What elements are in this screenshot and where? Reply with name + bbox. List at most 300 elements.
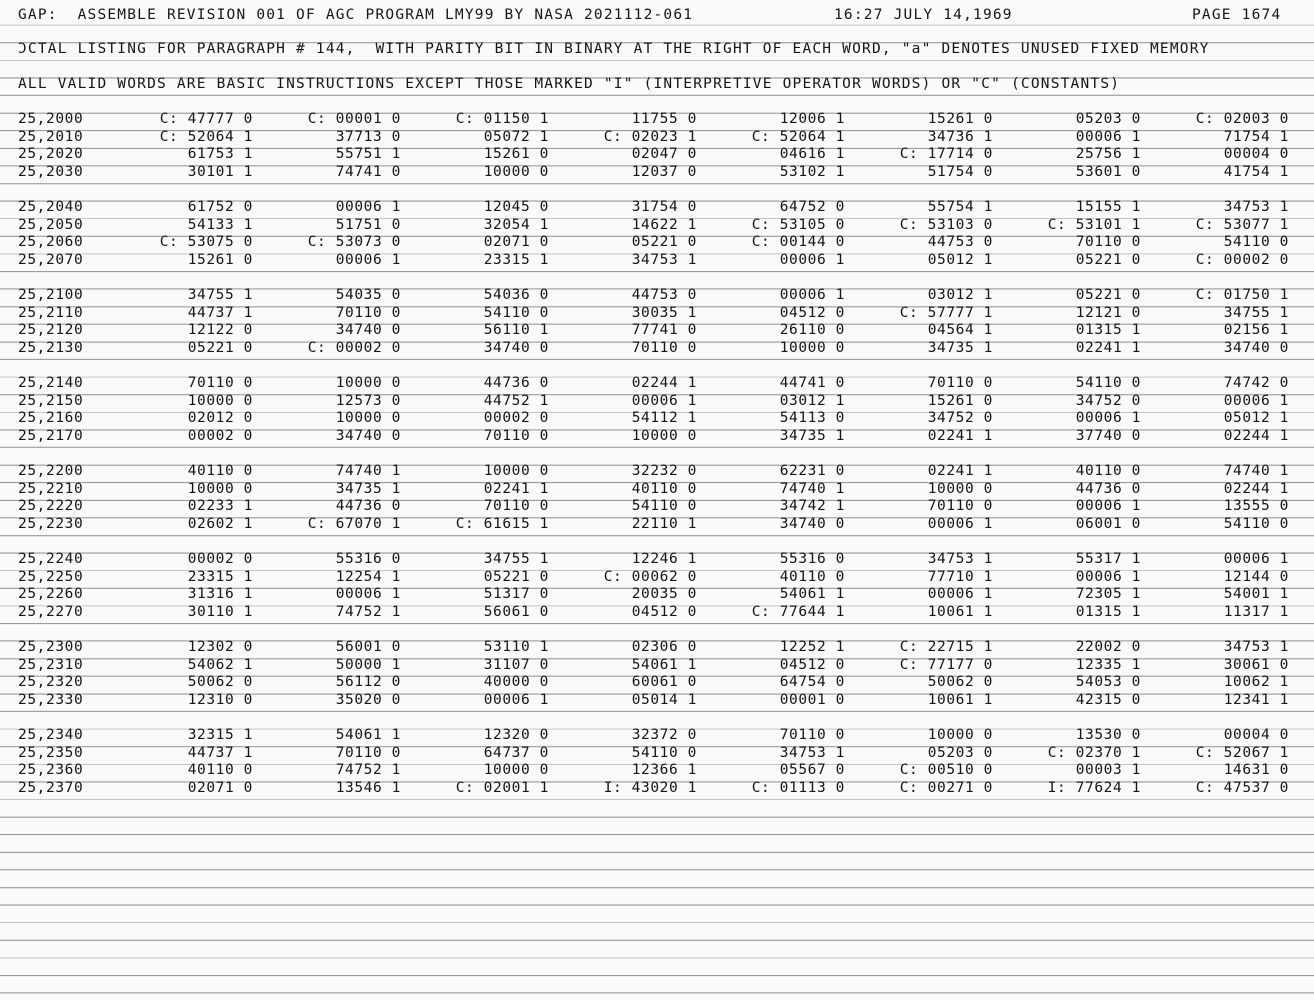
octal-word: 77741 0 [631, 322, 697, 339]
row-address: 25,2220 [18, 498, 84, 515]
listing-row [0, 252, 1314, 269]
octal-word: 74752 1 [335, 762, 401, 779]
octal-word: 34753 1 [631, 251, 697, 268]
octal-word: 70110 0 [927, 498, 993, 515]
octal-word: 00004 0 [1223, 146, 1289, 163]
header-line-1: GAP: ASSEMBLE REVISION 001 OF AGC PROGRAM LMY99 BY NASA 2021112-061 [18, 7, 694, 23]
octal-word: 25756 1 [1075, 146, 1141, 163]
row-address: 25,2230 [18, 515, 84, 532]
octal-word: 74740 1 [779, 480, 845, 497]
row-address: 25,2070 [18, 251, 84, 268]
row-address: 25,2150 [18, 392, 84, 409]
row-address: 25,2240 [18, 551, 84, 567]
octal-word: 50062 0 [927, 674, 993, 691]
octal-word: 02602 1 [187, 515, 253, 532]
octal-word: 32315 1 [187, 727, 253, 743]
octal-word: 70110 0 [1075, 234, 1141, 251]
octal-word: 35020 0 [335, 691, 401, 708]
octal-word: 10061 1 [927, 691, 993, 708]
octal-word: 31316 1 [187, 586, 253, 603]
row-address: 25,2260 [18, 586, 84, 603]
octal-word: 54110 0 [1223, 515, 1289, 532]
listing-row [0, 129, 1314, 146]
octal-word: 02306 0 [631, 639, 697, 655]
octal-word: 02241 1 [927, 463, 993, 479]
octal-word: 12252 1 [779, 639, 845, 655]
octal-word: 15261 0 [927, 111, 993, 127]
octal-word: 00002 0 [187, 427, 253, 444]
octal-word: 56112 0 [335, 674, 401, 691]
octal-word: 51754 0 [927, 163, 993, 180]
octal-word: 13530 0 [1075, 727, 1141, 743]
octal-word: C: 52064 1 [751, 128, 845, 145]
octal-word: 12366 1 [631, 762, 697, 779]
octal-word: C: 01150 1 [455, 111, 549, 127]
row-address: 25,2330 [18, 691, 84, 708]
octal-word: C: 47777 0 [159, 111, 253, 127]
octal-word: 05072 1 [483, 128, 549, 145]
octal-word: 10000 0 [631, 427, 697, 444]
octal-word: 40110 0 [779, 568, 845, 585]
octal-word: 01315 1 [1075, 603, 1141, 620]
octal-word: 00006 1 [335, 586, 401, 603]
octal-word: 34752 0 [1075, 392, 1141, 409]
octal-word: C: 02370 1 [1047, 744, 1141, 761]
octal-word: 03012 1 [927, 287, 993, 303]
octal-word: 74740 1 [1223, 463, 1289, 479]
listing-row [0, 217, 1314, 234]
octal-word: C: 00001 0 [307, 111, 401, 127]
row-address: 25,2360 [18, 762, 84, 779]
octal-word: 00001 0 [779, 691, 845, 708]
row-address: 25,2300 [18, 639, 84, 655]
row-address: 25,2160 [18, 410, 84, 427]
octal-word: 56061 0 [483, 603, 549, 620]
octal-word: 00006 1 [335, 251, 401, 268]
octal-word: 34740 0 [779, 515, 845, 532]
octal-word: 42315 0 [1075, 691, 1141, 708]
octal-word: 00004 0 [1223, 727, 1289, 743]
row-address: 25,2140 [18, 375, 84, 391]
row-address: 25,2170 [18, 427, 84, 444]
octal-word: 53102 1 [779, 163, 845, 180]
octal-word: 54110 0 [631, 498, 697, 515]
octal-word: 40110 0 [631, 480, 697, 497]
octal-word: 11317 1 [1223, 603, 1289, 620]
octal-word: 14631 0 [1223, 762, 1289, 779]
row-address: 25,2370 [18, 779, 84, 796]
octal-word: 54110 0 [1075, 375, 1141, 391]
octal-word: 06001 0 [1075, 515, 1141, 532]
octal-word: 44752 1 [483, 392, 549, 409]
listing-row [0, 657, 1314, 674]
octal-word: 12045 0 [483, 199, 549, 215]
octal-word: 55316 0 [779, 551, 845, 567]
row-address: 25,2270 [18, 603, 84, 620]
octal-word: 74741 0 [335, 163, 401, 180]
octal-word: I: 43020 1 [603, 779, 697, 796]
octal-word: 22110 1 [631, 515, 697, 532]
octal-word: 54035 0 [335, 287, 401, 303]
octal-word: 02156 1 [1223, 322, 1289, 339]
octal-word: 61753 1 [187, 146, 253, 163]
octal-word: 23315 1 [187, 568, 253, 585]
listing-row [0, 604, 1314, 621]
octal-word: 55317 1 [1075, 551, 1141, 567]
octal-word: 53601 0 [1075, 163, 1141, 180]
octal-word: 44737 1 [187, 744, 253, 761]
octal-word: 20035 0 [631, 586, 697, 603]
listing-row [0, 516, 1314, 533]
octal-word: 40000 0 [483, 674, 549, 691]
listing-row [0, 498, 1314, 515]
octal-word: 05221 0 [1075, 287, 1141, 303]
octal-word: 54001 1 [1223, 586, 1289, 603]
listing-row [0, 393, 1314, 410]
octal-word: 02233 1 [187, 498, 253, 515]
octal-word: 10000 0 [187, 480, 253, 497]
octal-word: C: 02023 1 [603, 128, 697, 145]
octal-word: 12341 1 [1223, 691, 1289, 708]
octal-word: 23315 1 [483, 251, 549, 268]
row-address: 25,2060 [18, 234, 84, 251]
octal-word: 40110 0 [1075, 463, 1141, 479]
octal-word: 22002 0 [1075, 639, 1141, 655]
octal-word: 40110 0 [187, 463, 253, 479]
listing-row [0, 428, 1314, 445]
octal-word: 12006 1 [779, 111, 845, 127]
octal-word: 00006 1 [779, 251, 845, 268]
octal-word: 34755 1 [1223, 304, 1289, 321]
octal-word: C: 00002 0 [307, 339, 401, 356]
octal-word: 54061 1 [335, 727, 401, 743]
header-line-2: ƆCTAL LISTING FOR PARAGRAPH # 144, WITH PARITY BIT IN BINARY AT THE RIGHT OF EACH WORD, "a" DENOTES UNUSED FIXED MEMORY [18, 41, 1210, 57]
listing-row [0, 762, 1314, 779]
octal-word: 05221 0 [483, 568, 549, 585]
octal-word: 15261 0 [187, 251, 253, 268]
octal-word: 00006 1 [483, 691, 549, 708]
octal-word: 40110 0 [187, 762, 253, 779]
octal-word: 50000 1 [335, 656, 401, 673]
row-address: 25,2020 [18, 146, 84, 163]
octal-word: 00006 1 [1075, 128, 1141, 145]
row-address: 25,2000 [18, 111, 84, 127]
row-address: 25,2210 [18, 480, 84, 497]
octal-word: 12573 0 [335, 392, 401, 409]
octal-word: 00002 0 [187, 551, 253, 567]
octal-word: 05012 1 [1223, 410, 1289, 427]
octal-word: 34740 0 [483, 339, 549, 356]
octal-word: C: 17714 0 [899, 146, 993, 163]
listing-row [0, 586, 1314, 603]
octal-word: 44737 1 [187, 304, 253, 321]
octal-word: 54062 1 [187, 656, 253, 673]
octal-word: C: 01750 1 [1195, 287, 1289, 303]
octal-word: 10000 0 [483, 163, 549, 180]
octal-word: 54061 1 [631, 656, 697, 673]
row-address: 25,2110 [18, 304, 84, 321]
octal-word: 70110 0 [335, 744, 401, 761]
octal-word: 34753 1 [1223, 639, 1289, 655]
octal-word: 05012 1 [927, 251, 993, 268]
octal-word: 12037 0 [631, 163, 697, 180]
octal-word: C: 67070 1 [307, 515, 401, 532]
octal-word: 02244 1 [1223, 480, 1289, 497]
octal-word: 04512 0 [779, 304, 845, 321]
octal-word: 12246 1 [631, 551, 697, 567]
octal-word: I: 77624 1 [1047, 779, 1141, 796]
listing-row [0, 674, 1314, 691]
octal-word: 54036 0 [483, 287, 549, 303]
octal-word: 31107 0 [483, 656, 549, 673]
octal-word: 54133 1 [187, 216, 253, 233]
row-address: 25,2340 [18, 727, 84, 743]
octal-word: 34740 0 [335, 427, 401, 444]
octal-word: 51317 0 [483, 586, 549, 603]
octal-word: 00006 1 [927, 515, 993, 532]
octal-word: 70110 0 [187, 375, 253, 391]
octal-word: 15155 1 [1075, 199, 1141, 215]
octal-word: 32372 0 [631, 727, 697, 743]
octal-word: 34742 1 [779, 498, 845, 515]
row-address: 25,2010 [18, 128, 84, 145]
octal-word: 00006 1 [631, 392, 697, 409]
octal-word: 04512 0 [779, 656, 845, 673]
octal-word: 64737 0 [483, 744, 549, 761]
octal-word: 55751 1 [335, 146, 401, 163]
octal-word: 10062 1 [1223, 674, 1289, 691]
row-address: 25,2350 [18, 744, 84, 761]
octal-word: 54110 0 [1223, 234, 1289, 251]
octal-word: C: 53103 0 [899, 216, 993, 233]
octal-word: 50062 0 [187, 674, 253, 691]
octal-word: C: 77177 0 [899, 656, 993, 673]
octal-word: 34740 0 [1223, 339, 1289, 356]
octal-word: 12122 0 [187, 322, 253, 339]
listing-row [0, 287, 1314, 304]
octal-word: 12320 0 [483, 727, 549, 743]
octal-word: 44753 0 [927, 234, 993, 251]
octal-word: C: 47537 0 [1195, 779, 1289, 796]
octal-word: 00006 1 [1075, 498, 1141, 515]
octal-word: C: 52067 1 [1195, 744, 1289, 761]
octal-word: 00002 0 [483, 410, 549, 427]
octal-word: 12310 0 [187, 691, 253, 708]
octal-word: 10000 0 [335, 375, 401, 391]
octal-word: 05567 0 [779, 762, 845, 779]
octal-word: 70110 0 [483, 427, 549, 444]
octal-word: 12335 1 [1075, 656, 1141, 673]
octal-word: 60061 0 [631, 674, 697, 691]
listing-row [0, 551, 1314, 568]
octal-word: 34735 1 [779, 427, 845, 444]
octal-word: 72305 1 [1075, 586, 1141, 603]
octal-word: C: 00144 0 [751, 234, 845, 251]
octal-word: C: 00510 0 [899, 762, 993, 779]
octal-word: 04616 1 [779, 146, 845, 163]
octal-word: 05221 0 [187, 339, 253, 356]
row-address: 25,2310 [18, 656, 84, 673]
octal-word: 01315 1 [1075, 322, 1141, 339]
row-address: 25,2320 [18, 674, 84, 691]
octal-word: C: 02001 1 [455, 779, 549, 796]
octal-word: 54113 0 [779, 410, 845, 427]
octal-word: 05221 0 [1075, 251, 1141, 268]
octal-word: 74740 1 [335, 463, 401, 479]
row-address: 25,2100 [18, 287, 84, 303]
octal-word: 74742 0 [1223, 375, 1289, 391]
octal-word: 10000 0 [335, 410, 401, 427]
octal-word: 31754 0 [631, 199, 697, 215]
listing-row [0, 410, 1314, 427]
octal-word: 15261 0 [483, 146, 549, 163]
octal-word: 00006 1 [335, 199, 401, 215]
octal-word: 30035 1 [631, 304, 697, 321]
octal-word: 34740 0 [335, 322, 401, 339]
octal-word: 55316 0 [335, 551, 401, 567]
octal-word: C: 00062 0 [603, 568, 697, 585]
octal-word: 56110 1 [483, 322, 549, 339]
octal-word: 14622 1 [631, 216, 697, 233]
header-line-3: ALL VALID WORDS ARE BASIC INSTRUCTIONS EXCEPT THOSE MARKED "I" (INTERPRETIVE OPERATOR WORDS) OR "C" (CONSTANTS) [18, 76, 1121, 92]
octal-word: 05014 1 [631, 691, 697, 708]
octal-word: 02071 0 [187, 779, 253, 796]
octal-word: 13546 1 [335, 779, 401, 796]
octal-word: 54110 0 [631, 744, 697, 761]
header-page-number: PAGE 1674 [1192, 7, 1282, 23]
listing-row [0, 569, 1314, 586]
octal-word: 53110 1 [483, 639, 549, 655]
listing-row [0, 780, 1314, 797]
octal-word: 15261 0 [927, 392, 993, 409]
octal-word: 64754 0 [779, 674, 845, 691]
octal-word: 54053 0 [1075, 674, 1141, 691]
octal-word: C: 52064 1 [159, 128, 253, 145]
octal-word: 00006 1 [1075, 410, 1141, 427]
octal-word: 10000 0 [483, 463, 549, 479]
octal-word: C: 53075 0 [159, 234, 253, 251]
row-address: 25,2030 [18, 163, 84, 180]
octal-word: 70110 0 [483, 498, 549, 515]
listing-row [0, 305, 1314, 322]
octal-word: 71754 1 [1223, 128, 1289, 145]
row-address: 25,2200 [18, 463, 84, 479]
octal-word: 34752 0 [927, 410, 993, 427]
listing-row [0, 639, 1314, 656]
octal-word: 12121 0 [1075, 304, 1141, 321]
listing-row [0, 692, 1314, 709]
octal-word: 13555 0 [1223, 498, 1289, 515]
octal-word: 12144 0 [1223, 568, 1289, 585]
octal-word: 77710 1 [927, 568, 993, 585]
octal-word: 10000 0 [187, 392, 253, 409]
octal-word: 54112 1 [631, 410, 697, 427]
header-timestamp: 16:27 JULY 14,1969 [834, 7, 1013, 23]
octal-word: C: 53073 0 [307, 234, 401, 251]
octal-word: 32054 1 [483, 216, 549, 233]
listing-row [0, 111, 1314, 128]
octal-word: 02244 1 [631, 375, 697, 391]
octal-word: 44736 0 [335, 498, 401, 515]
octal-word: C: 53105 0 [751, 216, 845, 233]
octal-word: C: 61615 1 [455, 515, 549, 532]
row-address: 25,2130 [18, 339, 84, 356]
octal-word: 04564 1 [927, 322, 993, 339]
octal-word: C: 77644 1 [751, 603, 845, 620]
octal-word: 02241 1 [483, 480, 549, 497]
octal-word: 34753 1 [1223, 199, 1289, 215]
octal-word: 32232 0 [631, 463, 697, 479]
octal-word: 00006 1 [1223, 392, 1289, 409]
octal-word: 10061 1 [927, 603, 993, 620]
octal-word: 05203 0 [1075, 111, 1141, 127]
octal-word: 05203 0 [927, 744, 993, 761]
octal-word: 00006 1 [927, 586, 993, 603]
octal-word: 54061 1 [779, 586, 845, 603]
row-address: 25,2120 [18, 322, 84, 339]
octal-word: 34755 1 [483, 551, 549, 567]
octal-word: 02244 1 [1223, 427, 1289, 444]
octal-word: C: 01113 0 [751, 779, 845, 796]
listing-row [0, 164, 1314, 181]
octal-word: 74752 1 [335, 603, 401, 620]
octal-word: 10000 0 [779, 339, 845, 356]
octal-word: 30110 1 [187, 603, 253, 620]
octal-word: 30061 0 [1223, 656, 1289, 673]
octal-word: 44741 0 [779, 375, 845, 391]
octal-word: C: 22715 1 [899, 639, 993, 655]
octal-word: 34735 1 [335, 480, 401, 497]
octal-word: 44753 0 [631, 287, 697, 303]
octal-word: 00006 1 [1223, 551, 1289, 567]
octal-word: 10000 0 [927, 480, 993, 497]
octal-word: 11755 0 [631, 111, 697, 127]
octal-word: 44736 0 [483, 375, 549, 391]
octal-word: 44736 0 [1075, 480, 1141, 497]
octal-word: 02012 0 [187, 410, 253, 427]
octal-word: 70110 0 [335, 304, 401, 321]
octal-word: 37740 0 [1075, 427, 1141, 444]
listing-row [0, 199, 1314, 216]
listing-row [0, 745, 1314, 762]
octal-word: 02241 1 [1075, 339, 1141, 356]
octal-word: 10000 0 [927, 727, 993, 743]
octal-word: 34753 1 [779, 744, 845, 761]
listing-row [0, 463, 1314, 480]
octal-word: 26110 0 [779, 322, 845, 339]
octal-word: 34736 1 [927, 128, 993, 145]
listing-row [0, 481, 1314, 498]
octal-word: 05221 0 [631, 234, 697, 251]
row-address: 25,2040 [18, 199, 84, 215]
octal-word: 00006 1 [1075, 568, 1141, 585]
octal-word: 37713 0 [335, 128, 401, 145]
octal-word: 04512 0 [631, 603, 697, 620]
octal-word: 70110 0 [927, 375, 993, 391]
octal-word: 55754 1 [927, 199, 993, 215]
listing-row [0, 146, 1314, 163]
octal-word: 02241 1 [927, 427, 993, 444]
row-address: 25,2250 [18, 568, 84, 585]
octal-word: 02071 0 [483, 234, 549, 251]
octal-word: 12302 0 [187, 639, 253, 655]
octal-word: 56001 0 [335, 639, 401, 655]
octal-word: 61752 0 [187, 199, 253, 215]
listing-row [0, 375, 1314, 392]
octal-word: 34755 1 [187, 287, 253, 303]
octal-word: 00006 1 [779, 287, 845, 303]
octal-word: 64752 0 [779, 199, 845, 215]
